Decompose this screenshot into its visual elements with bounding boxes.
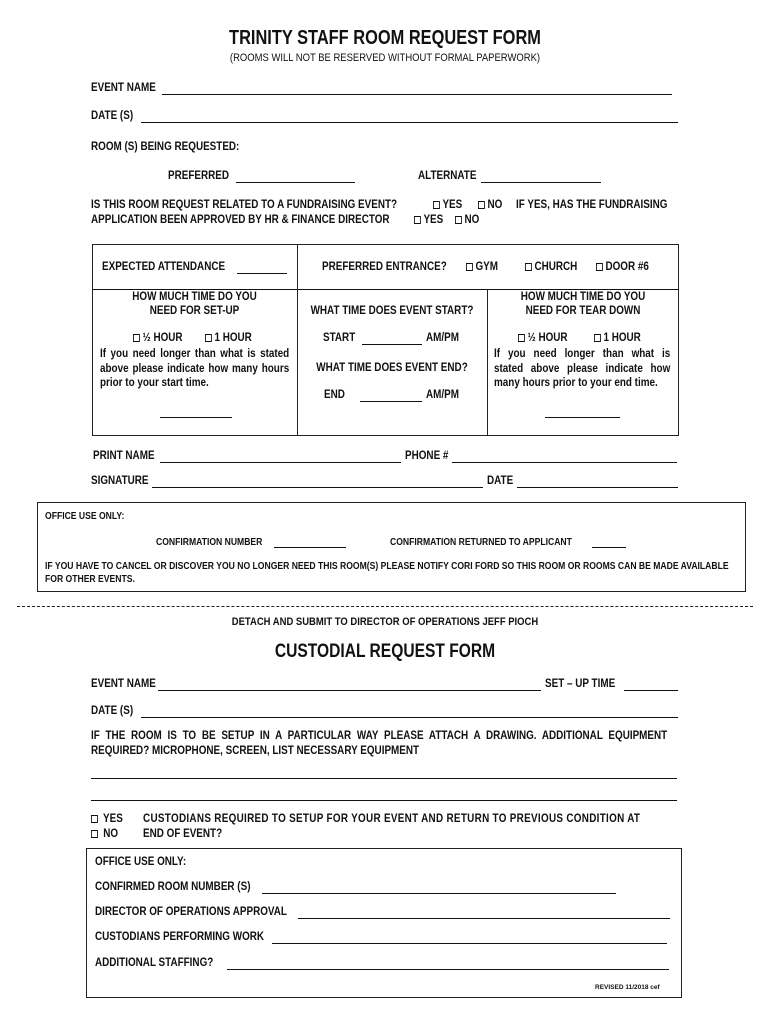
expected-attendance-label: EXPECTED ATTENDANCE	[102, 261, 226, 273]
event-end-question: WHAT TIME DOES EVENT END?	[316, 362, 468, 374]
custodial-setup-note: IF THE ROOM IS TO BE SETUP IN A PARTICULAR WAY PLEASE ATTACH A DRAWING. ADDITIONAL EQUIPMENT REQUIRED? MICROPHONE, SCREEN, LIST NECESSARY EQUIPMENT	[91, 730, 668, 757]
form-title: TRINITY STAFF ROOM REQUEST FORM	[229, 27, 541, 49]
checkbox-icon[interactable]	[91, 815, 98, 823]
setup-time-label: SET – UP TIME	[545, 678, 616, 690]
event-start-question: WHAT TIME DOES EVENT START?	[310, 305, 474, 317]
setup-hours-field[interactable]	[160, 417, 232, 418]
entrance-gym-option[interactable]: GYM	[466, 261, 498, 273]
print-name-label: PRINT NAME	[93, 450, 155, 462]
confirmation-returned-label: CONFIRMATION RETURNED TO APPLICANT	[390, 537, 572, 548]
teardown-time-header-cont: NEED FOR TEAR DOWN	[525, 305, 641, 317]
setup-note: If you need longer than what is stated above please indicate how many hours prior to your start time.	[100, 348, 290, 389]
custodians-required-question-cont: END OF EVENT?	[143, 828, 223, 840]
teardown-note: If you need longer than what is stated above please indicate how many hours prior to your end time.	[494, 348, 671, 389]
checkbox-icon[interactable]	[594, 334, 601, 342]
fundraising-question: IS THIS ROOM REQUEST RELATED TO A FUNDRAISING EVENT?	[91, 199, 398, 211]
teardown-half-hour-option[interactable]: ½ HOUR	[518, 332, 568, 344]
custodial-form-title: CUSTODIAL REQUEST FORM	[274, 641, 496, 662]
alternate-room-label: ALTERNATE	[418, 170, 477, 182]
fundraising-yes-option[interactable]: YES	[433, 199, 462, 211]
signature-date-label: DATE	[487, 475, 514, 487]
director-approval-label: DIRECTOR OF OPERATIONS APPROVAL	[95, 906, 287, 918]
phone-field[interactable]	[452, 462, 677, 463]
fundraising-no-option[interactable]: NO	[478, 199, 502, 211]
setup-one-hour-option[interactable]: 1 HOUR	[205, 332, 252, 344]
checkbox-icon[interactable]	[518, 334, 525, 342]
start-time-field[interactable]	[362, 344, 422, 345]
setup-time-field[interactable]	[624, 690, 678, 691]
setup-half-hour-option[interactable]: ½ HOUR	[133, 332, 183, 344]
teardown-time-header: HOW MUCH TIME DO YOU	[520, 291, 646, 303]
approval-yes-option[interactable]: YES	[414, 214, 443, 226]
checkbox-icon[interactable]	[455, 216, 462, 224]
custodial-event-name-label: EVENT NAME	[91, 678, 156, 690]
alternate-room-field[interactable]	[481, 182, 601, 183]
detach-note: DETACH AND SUBMIT TO DIRECTOR OF OPERATIONS JEFF PIOCH	[231, 616, 539, 628]
setup-time-header: HOW MUCH TIME DO YOU	[132, 291, 257, 303]
checkbox-icon[interactable]	[133, 334, 140, 342]
custodial-date-label: DATE (S)	[91, 705, 134, 717]
signature-date-field[interactable]	[517, 487, 678, 488]
checkbox-icon[interactable]	[478, 201, 485, 209]
checkbox-icon[interactable]	[525, 263, 532, 271]
custodians-no-option[interactable]: NO	[91, 828, 118, 840]
confirmation-returned-field[interactable]	[592, 547, 626, 548]
end-time-label: END	[324, 389, 345, 401]
checkbox-icon[interactable]	[596, 263, 603, 271]
custodial-event-name-field[interactable]	[158, 690, 541, 691]
signature-label: SIGNATURE	[91, 475, 149, 487]
additional-staffing-field[interactable]	[227, 969, 669, 970]
fundraising-approval-question: IF YES, HAS THE FUNDRAISING	[516, 199, 668, 211]
checkbox-icon[interactable]	[414, 216, 421, 224]
event-name-field[interactable]	[162, 94, 672, 95]
teardown-one-hour-option[interactable]: 1 HOUR	[594, 332, 641, 344]
event-name-label: EVENT NAME	[91, 82, 156, 94]
setup-time-header-cont: NEED FOR SET-UP	[149, 305, 240, 317]
confirmed-room-field[interactable]	[262, 893, 616, 894]
cancel-note: IF YOU HAVE TO CANCEL OR DISCOVER YOU NO LONGER NEED THIS ROOM(S) PLEASE NOTIFY CORI FORD SO THIS ROOM OR ROOMS CAN BE MADE AVAILABLE FOR OTHER EVENTS.	[45, 561, 729, 585]
checkbox-icon[interactable]	[433, 201, 440, 209]
custodians-required-question: CUSTODIANS REQUIRED TO SETUP FOR YOUR EVENT AND RETURN TO PREVIOUS CONDITION AT	[143, 813, 641, 825]
end-ampm-label: AM/PM	[426, 389, 459, 401]
date-field[interactable]	[141, 122, 678, 123]
signature-field[interactable]	[152, 487, 483, 488]
teardown-hours-field[interactable]	[545, 417, 620, 418]
custodial-date-field[interactable]	[141, 717, 678, 718]
director-approval-field[interactable]	[298, 918, 670, 919]
table-col-divider	[297, 244, 298, 436]
fundraising-approval-question-cont: APPLICATION BEEN APPROVED BY HR & FINANCE DIRECTOR	[91, 214, 390, 226]
start-ampm-label: AM/PM	[426, 332, 459, 344]
confirmation-number-label: CONFIRMATION NUMBER	[156, 537, 263, 548]
confirmation-number-field[interactable]	[274, 547, 346, 548]
date-label: DATE (S)	[91, 110, 134, 122]
approval-no-option[interactable]: NO	[455, 214, 479, 226]
revision-note: REVISED 11/2018 cef	[595, 984, 660, 991]
additional-staffing-label: ADDITIONAL STAFFING?	[95, 957, 214, 969]
start-time-label: START	[323, 332, 356, 344]
custodial-office-use-title: OFFICE USE ONLY:	[95, 856, 187, 868]
entrance-door6-option[interactable]: DOOR #6	[596, 261, 649, 273]
entrance-church-option[interactable]: CHURCH	[525, 261, 577, 273]
rooms-requested-label: ROOM (S) BEING REQUESTED:	[91, 141, 240, 153]
custodians-performing-field[interactable]	[272, 943, 667, 944]
preferred-entrance-label: PREFERRED ENTRANCE?	[322, 261, 447, 273]
checkbox-icon[interactable]	[466, 263, 473, 271]
custodians-performing-label: CUSTODIANS PERFORMING WORK	[95, 931, 265, 943]
preferred-room-label: PREFERRED	[168, 170, 230, 182]
expected-attendance-field[interactable]	[237, 273, 287, 274]
checkbox-icon[interactable]	[91, 830, 98, 838]
office-use-title: OFFICE USE ONLY:	[45, 511, 125, 522]
custodial-office-use-box	[86, 848, 682, 998]
table-divider	[92, 289, 679, 290]
equipment-line-2[interactable]	[91, 800, 677, 801]
preferred-room-field[interactable]	[236, 182, 355, 183]
phone-label: PHONE #	[405, 450, 449, 462]
detach-line	[17, 606, 753, 607]
print-name-field[interactable]	[160, 462, 401, 463]
equipment-line-1[interactable]	[91, 778, 677, 779]
table-col-divider	[487, 289, 488, 436]
end-time-field[interactable]	[360, 401, 422, 402]
form-subtitle: (ROOMS WILL NOT BE RESERVED WITHOUT FORMAL PAPERWORK)	[229, 52, 541, 64]
confirmed-room-label: CONFIRMED ROOM NUMBER (S)	[95, 881, 251, 893]
custodians-yes-option[interactable]: YES	[91, 813, 123, 825]
checkbox-icon[interactable]	[205, 334, 212, 342]
